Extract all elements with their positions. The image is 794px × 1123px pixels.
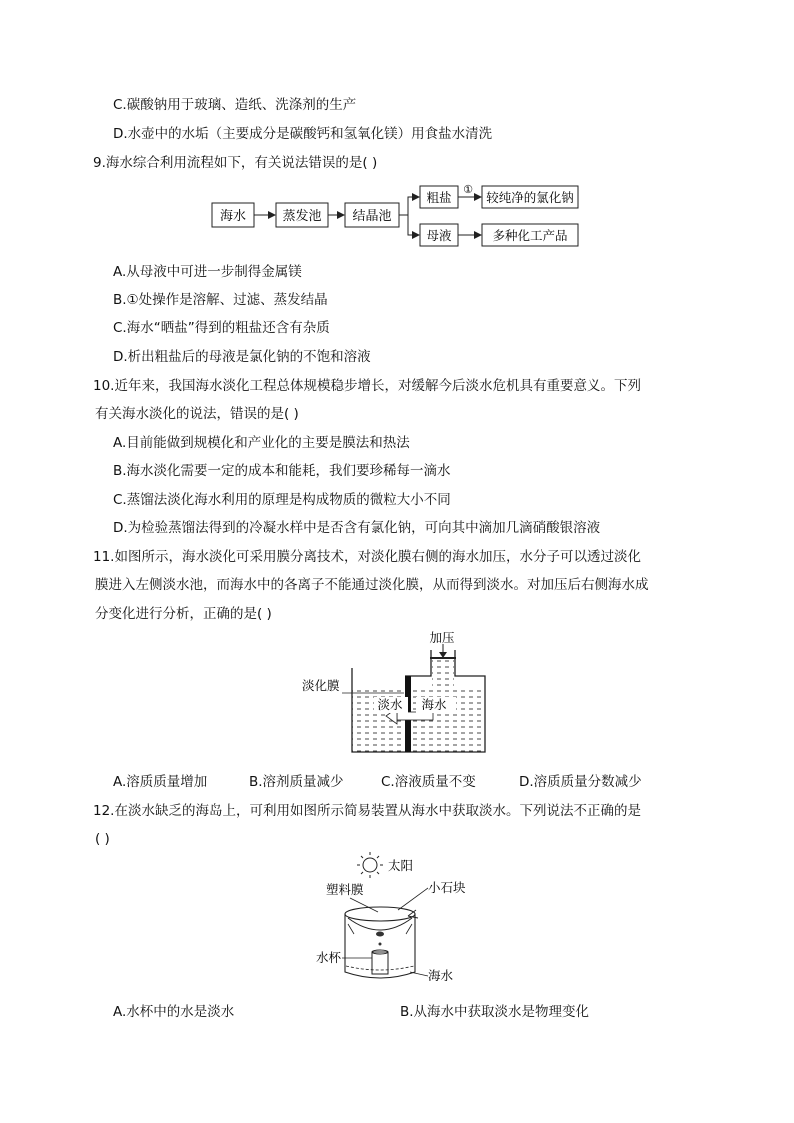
q11-option-c: C.溶液质量不变 [381, 774, 476, 790]
flow-step-1-mark: ① [463, 183, 473, 196]
q11-stem-line3: 分变化进行分析，正确的是( ) [95, 606, 272, 622]
flow-seawater: 海水 [219, 209, 247, 224]
q12-stem-line1: 12.在淡水缺乏的海岛上，可利用如图所示简易装置从海水中获取淡水。下列说法不正确的是 [93, 803, 641, 819]
q9-option-d: D.析出粗盐后的母液是氯化钠的不饱和溶液 [113, 349, 371, 365]
flow-evaporation-pond: 蒸发池 [282, 209, 322, 224]
label-pressure: 加压 [429, 630, 455, 645]
q12-option-a: A.水杯中的水是淡水 [113, 1004, 235, 1020]
q9-flow-diagram [200, 178, 590, 258]
label-membrane: 淡化膜 [302, 678, 340, 693]
sun-icon [357, 852, 383, 878]
label-sun: 太阳 [388, 858, 414, 873]
q9-option-a: A.从母液中可进一步制得金属镁 [113, 264, 302, 280]
q10-option-b: B.海水淡化需要一定的成本和能耗，我们要珍稀每一滴水 [113, 463, 451, 479]
q11-option-a: A.溶质质量增加 [113, 774, 208, 790]
q11-stem-line2: 膜进入左侧淡水池，而海水中的各离子不能通过淡化膜，从而得到淡水。对加压后右侧海水成 [95, 577, 649, 593]
q11-option-b: B.溶剂质量减少 [249, 774, 344, 790]
label-water-cup: 水杯 [316, 950, 342, 965]
label-plastic-film: 塑料膜 [326, 882, 364, 897]
q9-option-c: C.海水“晒盐”得到的粗盐还含有杂质 [113, 320, 330, 336]
q10-option-a: A.目前能做到规模化和产业化的主要是膜法和热法 [113, 435, 410, 451]
q12-stem-line2: ( ) [95, 831, 110, 847]
q8-option-c: C.碳酸钠用于玻璃、造纸、洗涤剂的生产 [113, 97, 357, 113]
flow-pure-nacl: 较纯净的氯化钠 [486, 190, 574, 205]
flow-crystallization-pond: 结晶池 [352, 209, 392, 224]
flow-crude-salt: 粗盐 [426, 190, 452, 205]
q10-stem-line1: 10.近年来，我国海水淡化工程总体规模稳步增长，对缓解今后淡水危机具有重要意义。下列 [93, 378, 641, 394]
q11-stem-line1: 11.如图所示，海水淡化可采用膜分离技术，对淡化膜右侧的海水加压，水分子可以透过淡化 [93, 549, 641, 565]
q11-membrane-diagram [300, 628, 500, 760]
q10-stem-line2: 有关海水淡化的说法，错误的是( ) [95, 406, 299, 422]
flow-mother-liquor: 母液 [426, 228, 452, 243]
q10-option-c: C.蒸馏法淡化海水利用的原理是构成物质的微粒大小不同 [113, 492, 451, 508]
q10-option-d: D.为检验蒸馏法得到的冷凝水样中是否含有氯化钠，可向其中滴加几滴硝酸银溶液 [113, 520, 601, 536]
q12-solar-still-diagram [310, 850, 490, 990]
q11-option-d: D.溶质质量分数减少 [519, 774, 642, 790]
label-fresh-water: 淡水 [377, 697, 403, 712]
q9-option-b: B.①处操作是溶解、过滤、蒸发结晶 [113, 292, 328, 308]
label-small-stone: 小石块 [428, 880, 466, 895]
q9-stem: 9.海水综合利用流程如下，有关说法错误的是( ) [93, 155, 378, 171]
label-seawater: 海水 [421, 697, 447, 712]
label-seawater: 海水 [428, 968, 454, 983]
q12-option-b: B.从海水中获取淡水是物理变化 [400, 1004, 590, 1020]
q8-option-d: D.水壶中的水垢（主要成分是碳酸钙和氢氧化镁）用食盐水清洗 [113, 126, 493, 142]
flow-chemical-products: 多种化工产品 [492, 228, 568, 243]
